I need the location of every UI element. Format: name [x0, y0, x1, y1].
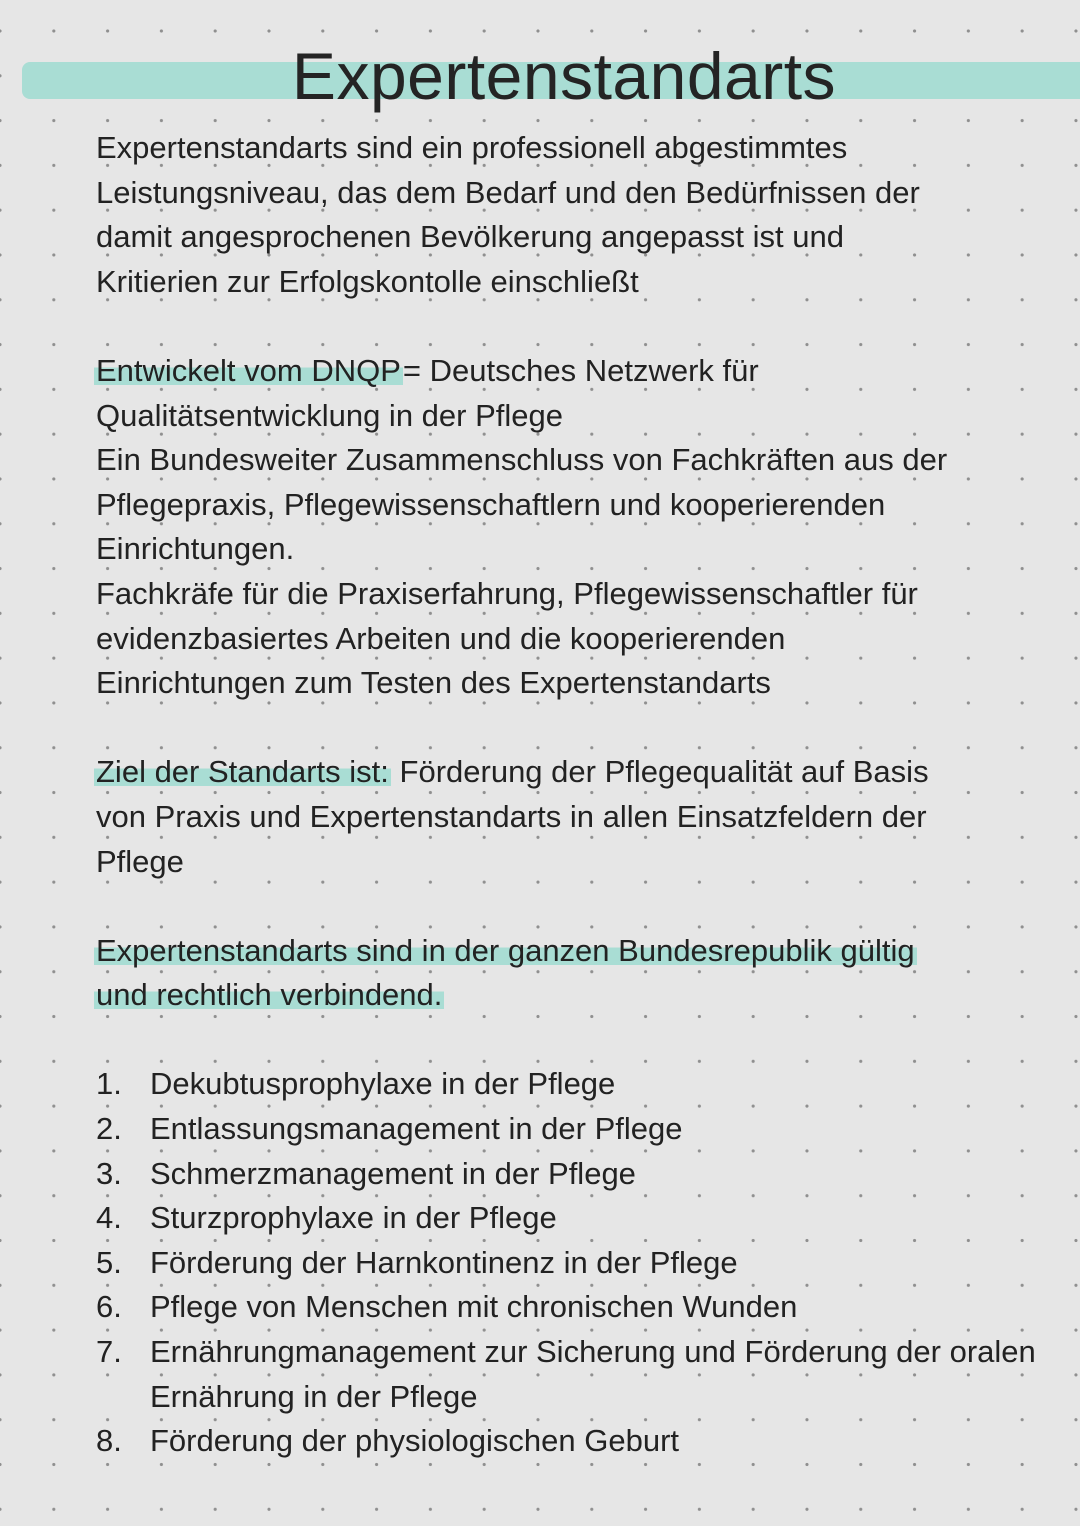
- list-number: 8.: [96, 1423, 122, 1459]
- developer-line: [96, 349, 1046, 394]
- definition-paragraph: [96, 126, 1046, 304]
- highlighted-phrase: Entwickelt vom DNQP: [96, 352, 401, 388]
- list-number: 1.: [96, 1066, 122, 1102]
- definition-line: Kritierien zur Erfolgskontolle einschließt: [96, 263, 639, 299]
- list-number: 2.: [96, 1111, 122, 1147]
- developer-line: evidenzbasiertes Arbeiten und die kooperierenden: [96, 620, 786, 656]
- highlighted-phrase: Ziel der Standarts ist:: [96, 754, 389, 790]
- goal-line: Pflege: [96, 843, 184, 879]
- list-item: [96, 1241, 1046, 1286]
- list-item: [96, 1062, 1046, 1107]
- validity-paragraph: [96, 929, 1046, 1018]
- list-item-text: Dekubtusprophylaxe in der Pflege: [150, 1066, 616, 1102]
- list-item-text: Ernährungmanagement zur Sicherung und Förderung der oralen Ernährung in der Pflege: [150, 1334, 1036, 1414]
- developer-line: Einrichtungen zum Testen des Expertenstandarts: [96, 665, 771, 701]
- list-item: [96, 1152, 1046, 1197]
- developer-line-rest: = Deutsches Netzwerk für: [402, 352, 759, 388]
- list-item: [96, 1419, 1046, 1464]
- list-number: 7.: [96, 1334, 122, 1370]
- developer-line: Qualitätsentwicklung in der Pflege: [96, 397, 563, 433]
- definition-line: damit angesprochenen Bevölkerung angepasst ist und: [96, 219, 844, 255]
- list-item: [96, 1196, 1046, 1241]
- definition-line: Expertenstandarts sind ein professionell abgestimmtes: [96, 130, 848, 165]
- list-item-text: Pflege von Menschen mit chronischen Wunden: [150, 1289, 798, 1325]
- goal-line: [96, 750, 1046, 795]
- note-content: [96, 126, 1046, 1464]
- list-item: [96, 1285, 1046, 1330]
- goal-line: von Praxis und Expertenstandarts in allen Einsatzfeldern der: [96, 798, 927, 834]
- page-title: Expertenstandarts: [291, 39, 837, 113]
- developer-paragraph: [96, 349, 1046, 706]
- list-number: 6.: [96, 1289, 122, 1325]
- goal-paragraph: [96, 750, 1046, 884]
- list-item-text: Förderung der Harnkontinenz in der Pflege: [150, 1244, 738, 1280]
- goal-line-rest: Förderung der Pflegequalität auf Basis: [390, 754, 929, 790]
- spacer: [96, 884, 1046, 929]
- list-number: 5.: [96, 1244, 122, 1280]
- list-item-text: Sturzprophylaxe in der Pflege: [150, 1200, 557, 1236]
- developer-line: Einrichtungen.: [96, 531, 295, 567]
- spacer: [96, 1018, 1046, 1063]
- spacer: [96, 304, 1046, 349]
- developer-line: Ein Bundesweiter Zusammenschluss von Fachkräften aus der: [96, 442, 948, 478]
- validity-line: [96, 973, 1046, 1018]
- highlighted-phrase: und rechtlich verbindend.: [96, 977, 443, 1013]
- definition-line: Leistungsniveau, das dem Bedarf und den Bedürfnissen der: [96, 174, 920, 210]
- list-number: 3.: [96, 1155, 122, 1191]
- developer-line: Pflegepraxis, Pflegewissenschaftlern und kooperierenden: [96, 486, 886, 522]
- list-item-text: Schmerzmanagement in der Pflege: [150, 1155, 636, 1191]
- list-item-text: Förderung der physiologischen Geburt: [150, 1423, 680, 1459]
- list-item: [96, 1330, 1046, 1419]
- spacer: [96, 706, 1046, 751]
- list-number: 4.: [96, 1200, 122, 1236]
- list-item-text: Entlassungsmanagement in der Pflege: [150, 1111, 683, 1147]
- standards-list: [96, 1062, 1046, 1463]
- highlighted-phrase: Expertenstandarts sind in der ganzen Bundesrepublik gültig: [96, 932, 915, 968]
- validity-line: [96, 929, 1046, 974]
- developer-line: Fachkräfe für die Praxiserfahrung, Pflegewissenschaftler für: [96, 575, 918, 611]
- list-item: [96, 1107, 1046, 1152]
